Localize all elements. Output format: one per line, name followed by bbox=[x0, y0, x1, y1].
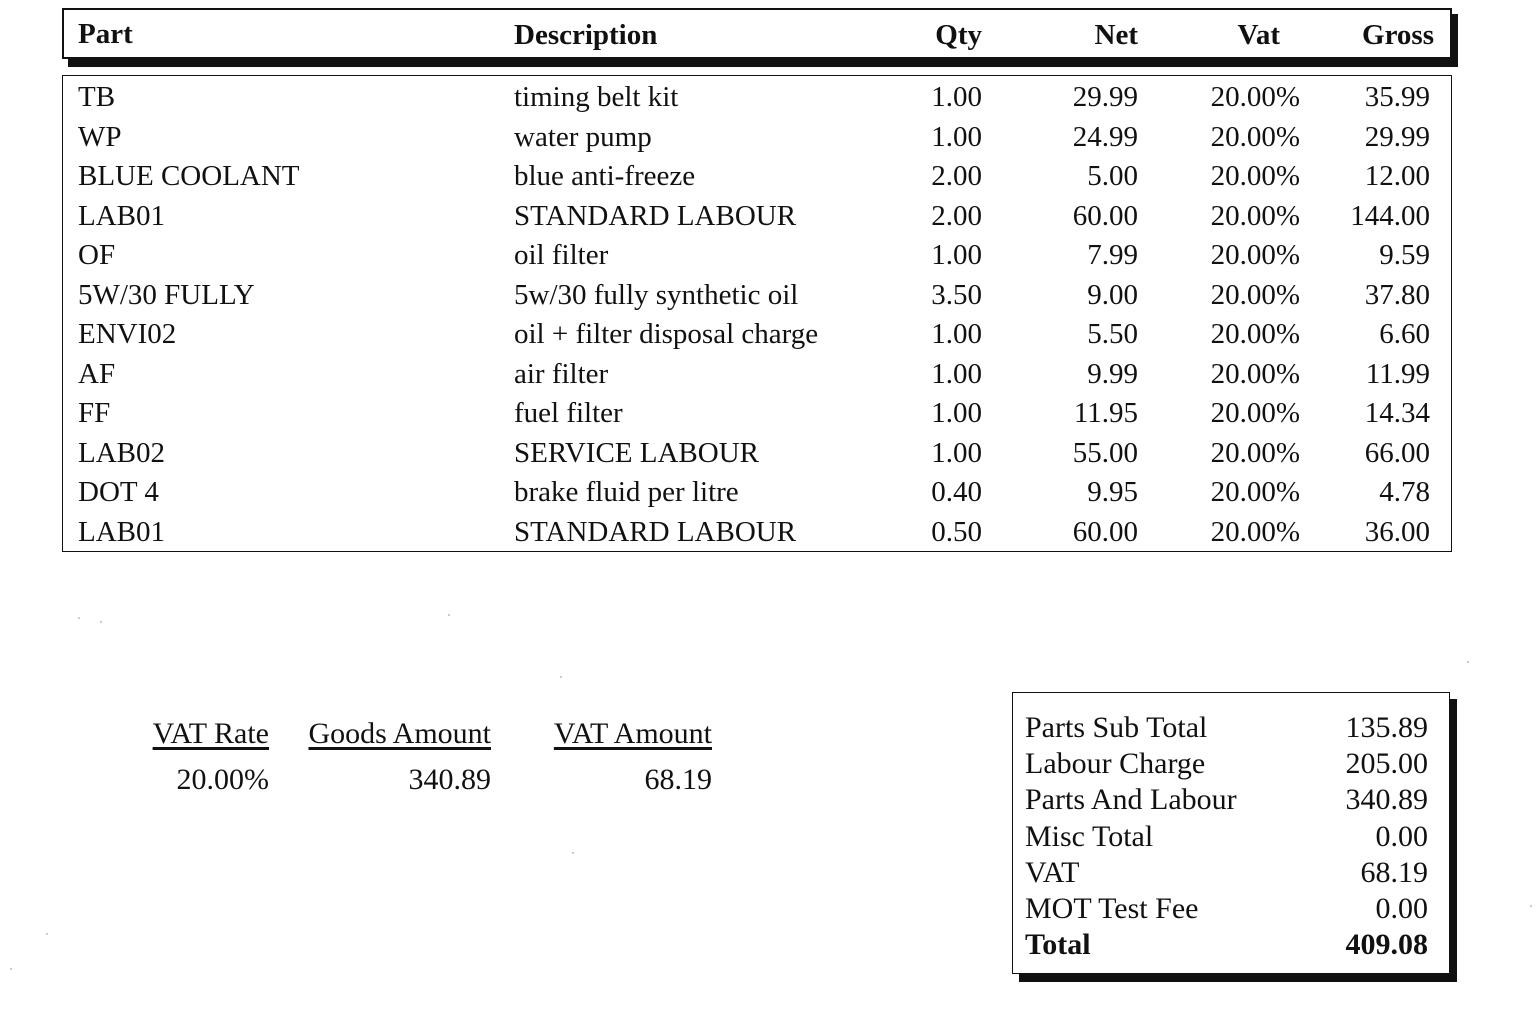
cell-part: LAB01 bbox=[78, 515, 165, 548]
cell-description: SERVICE LABOUR bbox=[514, 436, 759, 469]
cell-qty: 1.00 bbox=[931, 436, 982, 469]
cell-net: 60.00 bbox=[1072, 199, 1138, 232]
header-net: Net bbox=[1094, 19, 1138, 51]
cell-gross: 144.00 bbox=[1350, 199, 1430, 232]
scan-speck bbox=[1530, 905, 1532, 907]
cell-qty: 0.40 bbox=[931, 476, 982, 508]
cell-net: 5.50 bbox=[1087, 318, 1138, 350]
cell-description: oil + filter disposal charge bbox=[514, 318, 819, 350]
totals-value: 135.89 bbox=[1345, 711, 1428, 744]
cell-net: 55.00 bbox=[1072, 436, 1138, 469]
scan-speck bbox=[46, 933, 48, 935]
totals-label: Total bbox=[1025, 928, 1091, 962]
cell-description: blue anti-freeze bbox=[514, 160, 696, 192]
totals-label: Labour Charge bbox=[1025, 747, 1206, 781]
totals-value: 0.00 bbox=[1375, 892, 1428, 925]
cell-gross: 35.99 bbox=[1364, 81, 1430, 113]
totals-label: VAT bbox=[1025, 855, 1080, 889]
cell-qty: 1.00 bbox=[931, 81, 982, 113]
totals-shadow-bottom bbox=[1019, 974, 1457, 982]
cell-part: OF bbox=[78, 239, 116, 271]
cell-net: 7.99 bbox=[1087, 239, 1138, 271]
cell-gross: 11.99 bbox=[1365, 357, 1430, 390]
cell-net: 11.95 bbox=[1073, 397, 1138, 429]
goods-amount-value: 340.89 bbox=[408, 763, 491, 796]
cell-qty: 1.00 bbox=[931, 318, 982, 350]
totals-value: 340.89 bbox=[1345, 783, 1428, 817]
header-vat: Vat bbox=[1237, 19, 1280, 51]
cell-part: LAB01 bbox=[78, 199, 165, 232]
cell-gross: 4.78 bbox=[1379, 476, 1430, 508]
cell-part: ENVI02 bbox=[78, 318, 177, 350]
totals-value: 0.00 bbox=[1375, 819, 1428, 853]
cell-description: fuel filter bbox=[514, 397, 623, 429]
cell-qty: 2.00 bbox=[931, 199, 982, 232]
scan-speck bbox=[448, 614, 450, 616]
vat-rate-header: VAT Rate bbox=[152, 717, 269, 750]
totals-shadow-right bbox=[1449, 699, 1457, 982]
cell-part: FF bbox=[78, 397, 111, 429]
scan-speck bbox=[100, 621, 102, 623]
cell-gross: 14.34 bbox=[1364, 397, 1430, 429]
cell-net: 24.99 bbox=[1072, 120, 1138, 153]
totals-label: Parts Sub Total bbox=[1025, 711, 1208, 744]
cell-vat: 20.00% bbox=[1210, 160, 1300, 192]
cell-qty: 3.50 bbox=[931, 278, 982, 311]
cell-net: 60.00 bbox=[1072, 515, 1138, 548]
vat-rate-value: 20.00% bbox=[176, 763, 269, 796]
cell-net: 9.00 bbox=[1087, 278, 1138, 311]
scan-speck bbox=[10, 968, 12, 970]
cell-description: oil filter bbox=[514, 239, 609, 271]
totals-label: MOT Test Fee bbox=[1025, 892, 1199, 925]
cell-description: water pump bbox=[514, 120, 652, 153]
cell-description: 5w/30 fully synthetic oil bbox=[514, 278, 799, 311]
scan-speck bbox=[572, 852, 574, 854]
cell-vat: 20.00% bbox=[1210, 515, 1300, 548]
cell-description: air filter bbox=[514, 357, 609, 390]
totals-value: 409.08 bbox=[1345, 928, 1428, 962]
cell-vat: 20.00% bbox=[1210, 278, 1300, 311]
cell-net: 9.99 bbox=[1087, 357, 1138, 390]
cell-vat: 20.00% bbox=[1210, 357, 1300, 390]
cell-net: 29.99 bbox=[1072, 81, 1138, 113]
cell-part: LAB02 bbox=[78, 436, 165, 469]
vat-amount-value: 68.19 bbox=[644, 763, 712, 796]
cell-vat: 20.00% bbox=[1210, 120, 1300, 153]
cell-gross: 66.00 bbox=[1364, 436, 1430, 469]
totals-value: 205.00 bbox=[1345, 747, 1428, 781]
goods-amount-header: Goods Amount bbox=[308, 717, 491, 750]
totals-label: Parts And Labour bbox=[1025, 783, 1237, 817]
scan-speck bbox=[1467, 661, 1469, 663]
cell-gross: 29.99 bbox=[1364, 120, 1430, 153]
cell-net: 5.00 bbox=[1087, 160, 1138, 192]
cell-qty: 2.00 bbox=[931, 160, 982, 192]
cell-vat: 20.00% bbox=[1210, 199, 1300, 232]
cell-net: 9.95 bbox=[1087, 476, 1138, 508]
cell-gross: 37.80 bbox=[1364, 278, 1430, 311]
cell-part: BLUE COOLANT bbox=[78, 160, 300, 192]
cell-gross: 6.60 bbox=[1379, 318, 1430, 350]
cell-vat: 20.00% bbox=[1210, 397, 1300, 429]
cell-part: WP bbox=[78, 120, 122, 153]
cell-vat: 20.00% bbox=[1210, 239, 1300, 271]
cell-vat: 20.00% bbox=[1210, 436, 1300, 469]
header-gross: Gross bbox=[1362, 19, 1434, 51]
cell-qty: 0.50 bbox=[931, 515, 982, 548]
cell-description: STANDARD LABOUR bbox=[514, 515, 797, 548]
header-description: Description bbox=[514, 19, 658, 51]
cell-description: STANDARD LABOUR bbox=[514, 199, 797, 232]
cell-description: brake fluid per litre bbox=[514, 476, 739, 508]
cell-description: timing belt kit bbox=[514, 81, 679, 113]
header-part: Part bbox=[78, 18, 133, 50]
vat-amount-header: VAT Amount bbox=[553, 717, 712, 750]
header-qty: Qty bbox=[935, 19, 982, 51]
cell-part: 5W/30 FULLY bbox=[78, 278, 255, 311]
cell-vat: 20.00% bbox=[1210, 476, 1300, 508]
cell-gross: 12.00 bbox=[1364, 160, 1430, 192]
cell-qty: 1.00 bbox=[931, 120, 982, 153]
cell-vat: 20.00% bbox=[1210, 81, 1300, 113]
totals-value: 68.19 bbox=[1360, 855, 1428, 889]
cell-part: AF bbox=[78, 357, 116, 390]
cell-qty: 1.00 bbox=[931, 397, 982, 429]
cell-qty: 1.00 bbox=[931, 239, 982, 271]
scan-speck bbox=[78, 617, 80, 619]
totals-label: Misc Total bbox=[1025, 819, 1154, 853]
cell-gross: 9.59 bbox=[1379, 239, 1430, 271]
header-shadow-bottom bbox=[68, 59, 1458, 67]
scan-speck bbox=[560, 676, 562, 678]
cell-gross: 36.00 bbox=[1364, 515, 1430, 548]
cell-part: DOT 4 bbox=[78, 476, 159, 508]
cell-vat: 20.00% bbox=[1210, 318, 1300, 350]
cell-part: TB bbox=[78, 81, 116, 113]
cell-qty: 1.00 bbox=[931, 357, 982, 390]
